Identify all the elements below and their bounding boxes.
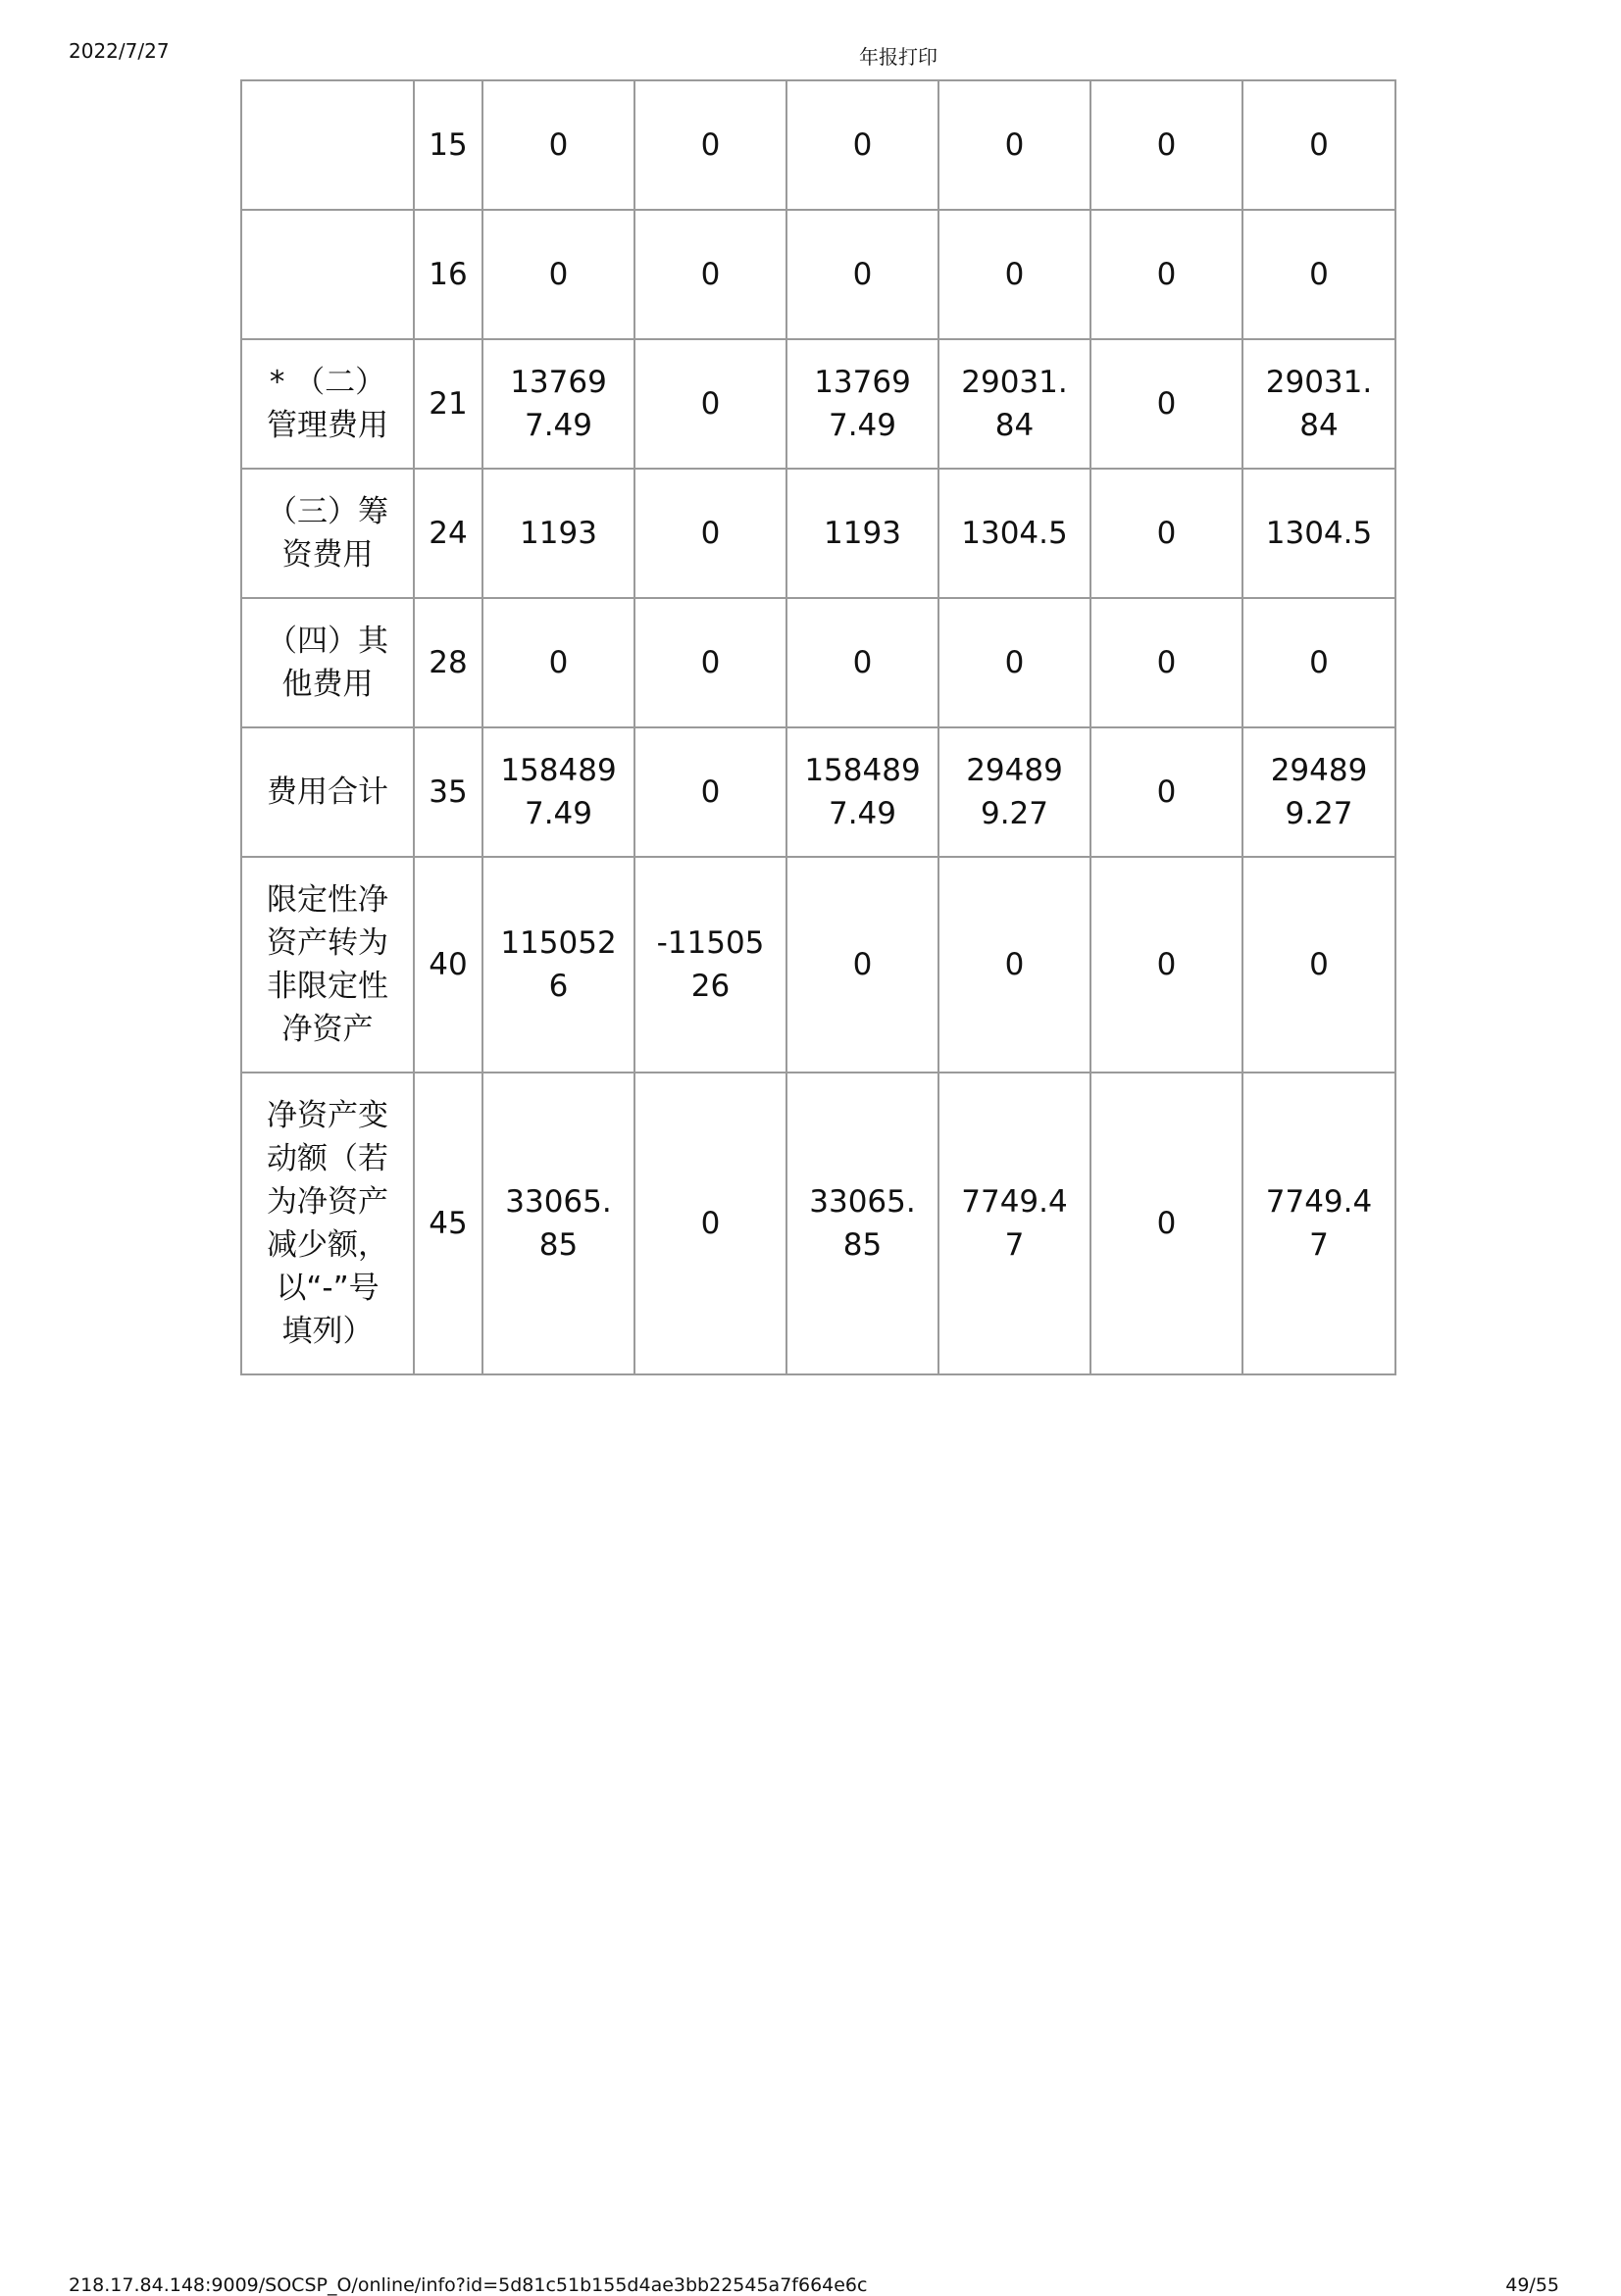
value-cell: 294899.27 (1242, 727, 1395, 857)
table-row (241, 727, 1395, 857)
value-cell: 29031.84 (1242, 339, 1395, 469)
value-cell: 0 (1090, 727, 1242, 857)
financial-report-table (240, 79, 1396, 1375)
value-cell: 33065.85 (786, 1073, 938, 1374)
row-name: 限定性净资产转为非限定性净资产 (241, 857, 414, 1073)
print-date: 2022/7/27 (69, 39, 170, 63)
value-cell: 0 (1090, 80, 1242, 210)
value-cell: 1150526 (482, 857, 634, 1073)
value-cell: 0 (634, 727, 786, 857)
value-cell: 0 (634, 80, 786, 210)
value-cell: 294899.27 (938, 727, 1090, 857)
value-cell: 29031.84 (938, 339, 1090, 469)
table-row (241, 80, 1395, 210)
value-cell: 0 (634, 339, 786, 469)
value-cell: 1304.5 (1242, 469, 1395, 598)
value-cell: 0 (1090, 339, 1242, 469)
row-name (241, 210, 414, 339)
row-name: 净资产变动额（若为净资产减少额，以“-”号填列） (241, 1073, 414, 1374)
row-number: 45 (414, 1073, 482, 1374)
value-cell: 1193 (482, 469, 634, 598)
table-row (241, 1073, 1395, 1374)
row-number: 15 (414, 80, 482, 210)
value-cell: 0 (482, 210, 634, 339)
value-cell: 0 (1090, 469, 1242, 598)
value-cell: 0 (1242, 210, 1395, 339)
table-row (241, 469, 1395, 598)
value-cell: 0 (482, 598, 634, 727)
row-number: 40 (414, 857, 482, 1073)
value-cell: 0 (938, 598, 1090, 727)
value-cell: 0 (634, 469, 786, 598)
value-cell: 0 (786, 598, 938, 727)
table-row (241, 598, 1395, 727)
value-cell: 0 (1090, 857, 1242, 1073)
value-cell: 0 (1090, 598, 1242, 727)
value-cell: 0 (1242, 857, 1395, 1073)
row-number: 35 (414, 727, 482, 857)
row-name: * （二）管理费用 (241, 339, 414, 469)
value-cell: 1304.5 (938, 469, 1090, 598)
table-row (241, 857, 1395, 1073)
value-cell: 33065.85 (482, 1073, 634, 1374)
value-cell: 0 (938, 80, 1090, 210)
value-cell: 1584897.49 (482, 727, 634, 857)
row-name (241, 80, 414, 210)
row-name: （三）筹资费用 (241, 469, 414, 598)
table-row (241, 339, 1395, 469)
row-number: 21 (414, 339, 482, 469)
row-number: 28 (414, 598, 482, 727)
value-cell: 0 (634, 598, 786, 727)
row-name: 费用合计 (241, 727, 414, 857)
value-cell: 0 (1242, 80, 1395, 210)
value-cell: 0 (634, 210, 786, 339)
value-cell: 0 (1090, 210, 1242, 339)
value-cell: 7749.47 (938, 1073, 1090, 1374)
value-cell: -1150526 (634, 857, 786, 1073)
value-cell: 137697.49 (786, 339, 938, 469)
value-cell: 0 (1090, 1073, 1242, 1374)
row-number: 16 (414, 210, 482, 339)
value-cell: 0 (1242, 598, 1395, 727)
value-cell: 1193 (786, 469, 938, 598)
value-cell: 0 (786, 80, 938, 210)
page-url: 218.17.84.148:9009/SOCSP_O/online/info?id=5d81c51b155d4ae3bb22545a7f664e6c (69, 2274, 868, 2296)
page-number: 49/55 (1505, 2274, 1559, 2296)
row-name: （四）其他费用 (241, 598, 414, 727)
table-row (241, 210, 1395, 339)
value-cell: 0 (786, 210, 938, 339)
page-header-title: 年报打印 (859, 45, 937, 69)
value-cell: 1584897.49 (786, 727, 938, 857)
value-cell: 0 (786, 857, 938, 1073)
value-cell: 0 (938, 857, 1090, 1073)
value-cell: 0 (482, 80, 634, 210)
value-cell: 137697.49 (482, 339, 634, 469)
row-number: 24 (414, 469, 482, 598)
value-cell: 7749.47 (1242, 1073, 1395, 1374)
value-cell: 0 (634, 1073, 786, 1374)
value-cell: 0 (938, 210, 1090, 339)
